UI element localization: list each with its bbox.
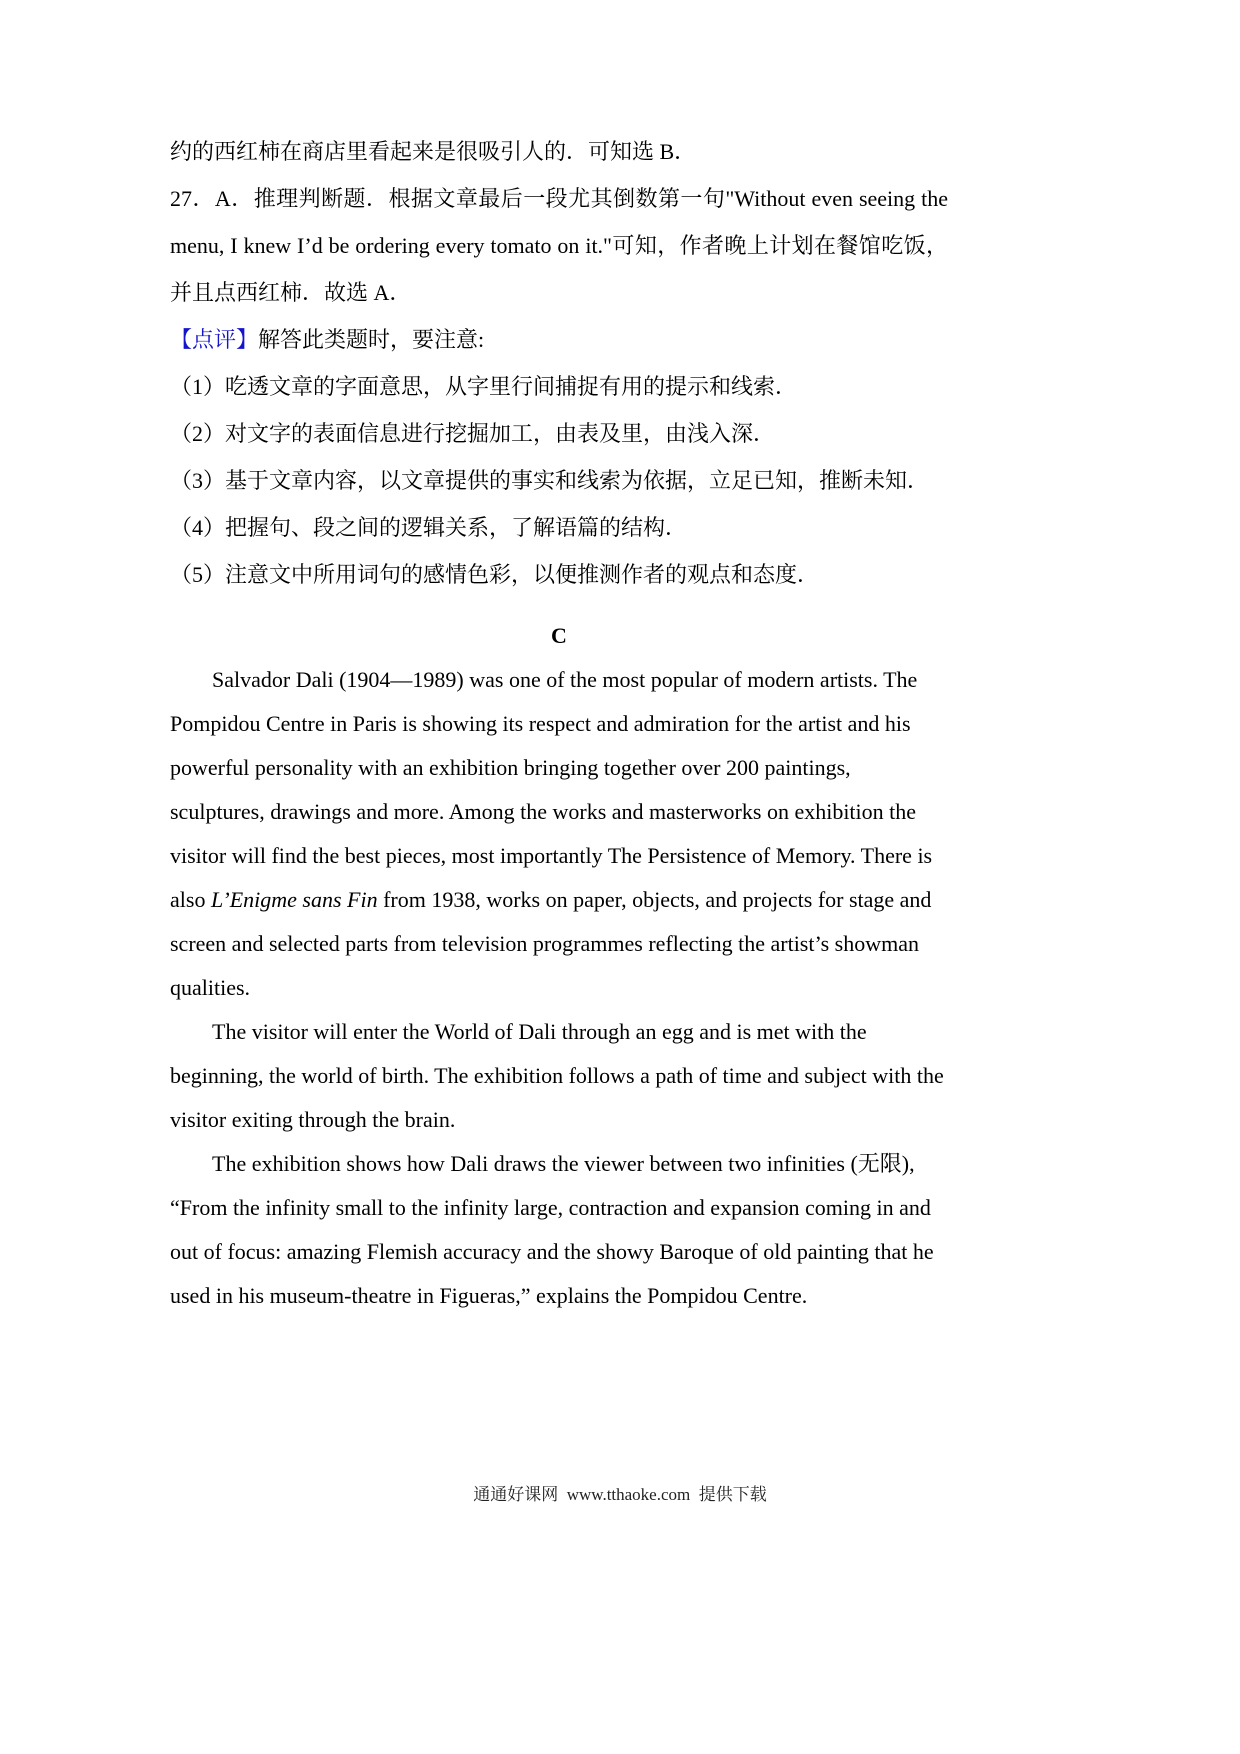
- tip-item-4: （4）把握句、段之间的逻辑关系，了解语篇的结构．: [170, 515, 688, 540]
- answer-q27-text: 27．A．推理判断题．根据文章最后一段尤其倒数第一句"Without even seeing the menu, I knew I’d be ordering every tomato on it."可知，作者晚上计划在餐馆吃饭，并且点西红柿．故选 A．: [170, 186, 948, 305]
- paragraph-1-segment-2: from 1938, works on paper, objects, and projects for stage and screen and selected parts from television programmes reflecting the artist’s showman qualities.: [170, 887, 932, 1000]
- tip-item-2: （2）对文字的表面信息进行挖掘加工，由表及里，由浅入深．: [170, 421, 776, 446]
- passage-paragraph-2: The visitor will enter the World of Dali through an egg and is met with the beginning, the world of birth. The exhibition follows a path of time and subject with the visitor exiting through the brain.: [170, 1019, 944, 1132]
- page-footer: 通通好课网 www.tthaoke.com 提供下载: [473, 1485, 767, 1504]
- passage-paragraph-3: The exhibition shows how Dali draws the viewer between two infinities (无限), “From the infinity small to the infinity large, contraction and expansion coming in and out of focus: amazing Flemish accuracy and the showy Baroque of old painting that he used in his museum-theatre in Figueras,” explains the Pompidou Centre.: [170, 1151, 934, 1308]
- passage-section-label: C: [551, 623, 567, 648]
- passage-paragraph-1: [170, 658, 948, 1010]
- comment-label: 【点评】: [170, 327, 259, 352]
- tip-item-1: （1）吃透文章的字面意思，从字里行间捕捉有用的提示和线索．: [170, 374, 798, 399]
- tip-item-3: （3）基于文章内容，以文章提供的事实和线索为依据，立足已知，推断未知．: [170, 468, 930, 493]
- comment-paragraph: [170, 316, 948, 363]
- tip-item-5: （5）注意文中所用词句的感情色彩，以便推测作者的观点和态度．: [170, 562, 820, 587]
- answer-continuation-text: 约的西红柿在商店里看起来是很吸引人的．可知选 B．: [170, 139, 697, 164]
- document-content: [170, 128, 948, 1318]
- comment-text: 解答此类题时，要注意:: [258, 327, 485, 352]
- paragraph-1-italic-title: L’Enigme sans Fin: [210, 887, 378, 912]
- paragraph-1-segment-1: Salvador Dali (1904—1989) was one of the most popular of modern artists. The Pompidou Centre in Paris is showing its respect and admiration for the artist and his powerful personality with an exhibition bringing together over 200 paintings, sculptures, drawings and more. Among the works and masterworks on exhibition the visitor will find the best pieces, most importantly The Persistence of Memory. There is also: [170, 667, 933, 912]
